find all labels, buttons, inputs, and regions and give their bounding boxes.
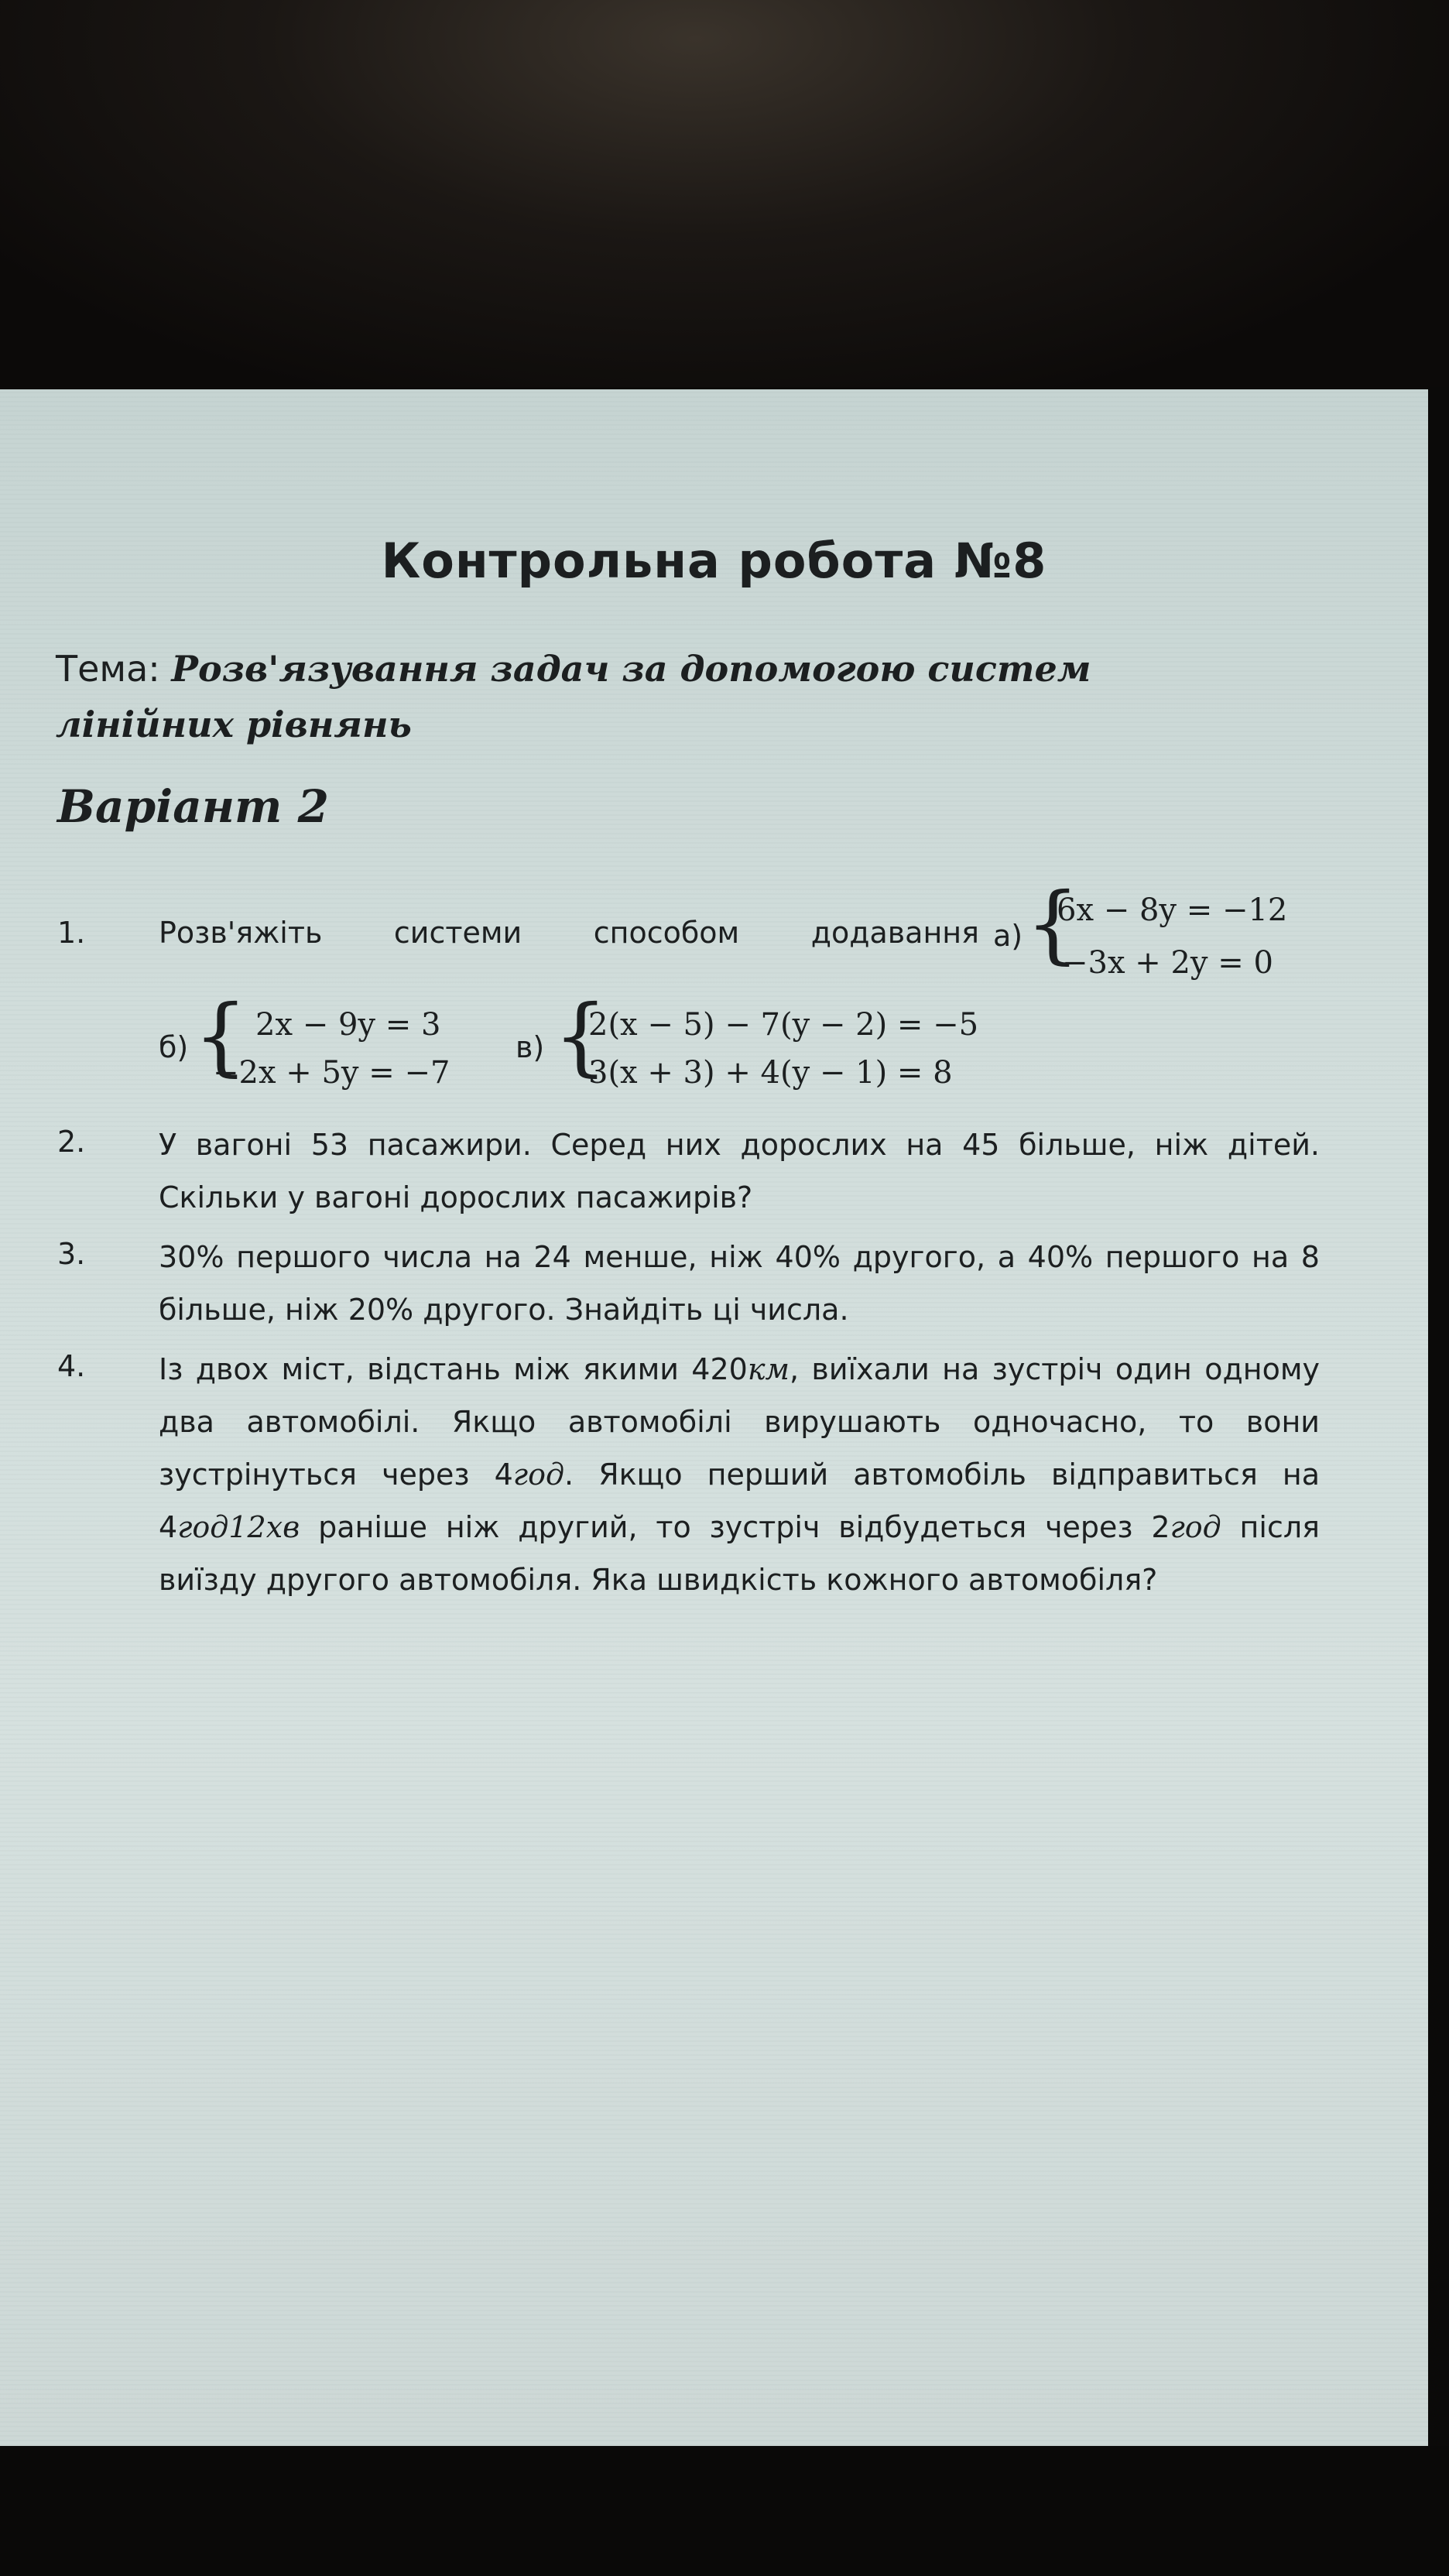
task-4-part: , виїхали на зустріч один одному два автомобілі. Якщо автомобілі вирушають одночасно, то вони зустрінуться через 4 <box>159 1352 1320 1492</box>
task-2-number: 2. <box>57 1125 86 1159</box>
unit-hour: год <box>1170 1510 1221 1544</box>
task-4-part: після виїзду другого автомобіля. Яка швидкість кожного автомобіля? <box>159 1510 1320 1597</box>
background-right <box>1428 387 1449 2446</box>
system-b-label: б) <box>159 1030 189 1064</box>
system-a-label: а) <box>993 919 1023 953</box>
system-c-eq1: 2(x − 5) − 7(y − 2) = −5 <box>588 1007 979 1043</box>
task-1-number: 1. <box>57 916 86 950</box>
system-b-brace: { <box>194 986 248 1085</box>
unit-hour: год <box>177 1510 229 1544</box>
topic-text: Розв'язування задач за допомогою систем лінійних рівнянь <box>56 648 1091 745</box>
task-3-text: 30% першого числа на 24 менше, ніж 40% другого, а 40% першого на 8 більше, ніж 20% другого. Знайдіть ці числа. <box>159 1240 1320 1327</box>
system-c-eq2: 3(x + 3) + 4(y − 1) = 8 <box>588 1055 953 1091</box>
system-a-eq1: 6x − 8y = −12 <box>1057 892 1288 928</box>
unit-km: км <box>747 1352 790 1386</box>
system-c-brace: { <box>553 986 608 1085</box>
task-4-number: 4. <box>57 1349 86 1383</box>
task-4-minutes-value: 12 <box>228 1510 266 1544</box>
task-4-part: раніше ніж другий, то зустріч відбудеться через 2 <box>300 1510 1170 1544</box>
task-4-text <box>159 1343 1320 1606</box>
system-c-label: в) <box>516 1030 545 1064</box>
background-bottom <box>0 2446 1449 2576</box>
unit-hour: год <box>512 1458 565 1492</box>
worksheet-page <box>0 389 1428 2446</box>
variant-heading: Варіант 2 <box>57 780 329 833</box>
topic-line <box>56 641 1263 752</box>
page-title: Контрольна робота №8 <box>381 533 1047 589</box>
topic-label: Тема: <box>56 648 160 690</box>
task-4-part: . Якщо перший автомобіль відправиться на 4 <box>159 1458 1321 1544</box>
background-top <box>0 0 1449 387</box>
system-b-eq2: −2x + 5y = −7 <box>213 1055 450 1091</box>
system-b-eq1: 2x − 9y = 3 <box>255 1007 441 1043</box>
task-4-part: Із двох міст, відстань між якими 420 <box>159 1352 748 1386</box>
system-a-brace: { <box>1026 874 1080 973</box>
task-2-text: У вагоні 53 пасажири. Серед них дорослих на 45 більше, ніж дітей. Скільки у вагоні дорослих пасажирів? <box>159 1128 1320 1214</box>
system-a-eq2: −3x + 2y = 0 <box>1062 945 1273 981</box>
unit-minutes: хв <box>265 1510 300 1544</box>
task-3-number: 3. <box>57 1237 86 1271</box>
task-1-text: Розв'яжіть системи способом додавання <box>159 916 979 950</box>
